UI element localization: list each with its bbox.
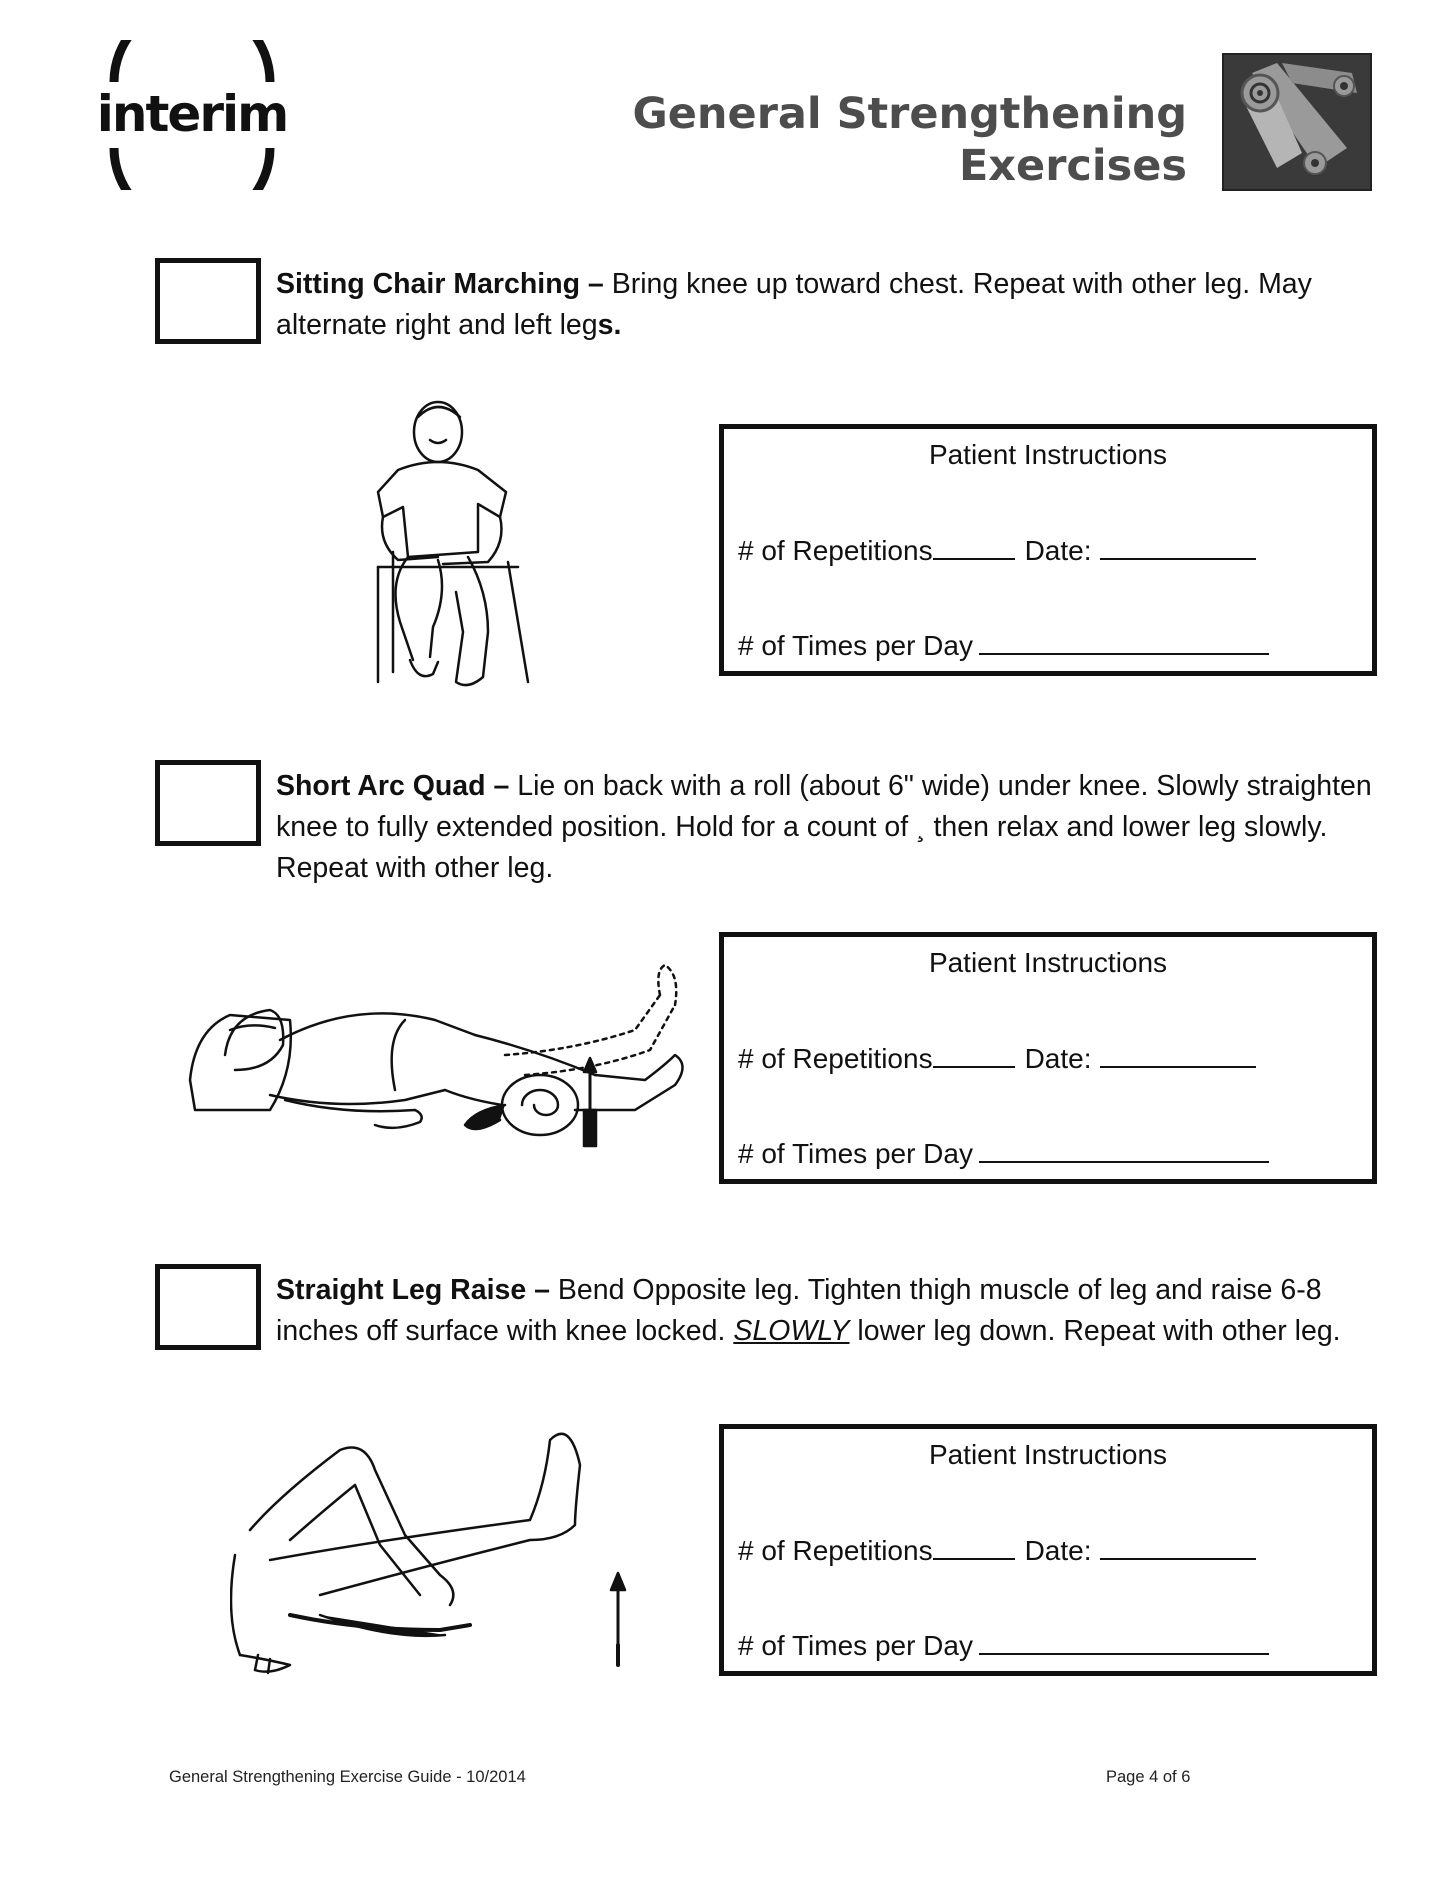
times-per-day-row [738,629,1269,662]
exercise-1-checkbox[interactable] [155,258,261,344]
instructions-header: Patient Instructions [928,439,1168,470]
footer-page-number: Page 4 of 6 [1106,1768,1191,1786]
exercise-1-text: Bring knee up toward chest. Repeat with other leg. May alternate right and left leg [276,268,1312,341]
date-label: Date: [1024,535,1092,566]
times-per-day-label: # of Times per Day [738,1630,973,1661]
logo-text: interim [96,85,288,143]
page-title [632,88,1187,192]
repetitions-label: # of Repetitions [738,535,933,566]
exercise-1-description [276,264,1376,346]
times-per-day-field[interactable] [979,629,1269,655]
date-field[interactable] [1100,534,1256,560]
exercise-2-description [276,766,1376,889]
exercise-3-text: Bend Opposite leg. Tighten thigh muscle of leg and raise 6-8 inches off surface with knee locked. [276,1274,1322,1347]
exercise-1-text-end: s. [597,309,622,341]
repetitions-row [738,1534,1256,1567]
exercise-3-checkbox[interactable] [155,1264,261,1350]
date-field[interactable] [1100,1534,1256,1560]
footer-guide-title: General Strengthening Exercise Guide - 10/2014 [169,1768,526,1786]
instructions-header: Patient Instructions [928,947,1168,978]
exercise-3-instructions-box [719,1424,1377,1676]
seated-marching-illustration [338,392,558,692]
exercise-2-instructions-box [719,932,1377,1184]
title-line-1: General Strengthening [632,89,1187,139]
times-per-day-row [738,1629,1269,1662]
exercise-2-checkbox[interactable] [155,760,261,846]
repetitions-field[interactable] [933,534,1015,560]
times-per-day-row [738,1137,1269,1170]
repetitions-label: # of Repetitions [738,1535,933,1566]
instructions-header: Patient Instructions [928,1439,1168,1470]
times-per-day-field[interactable] [979,1137,1269,1163]
short-arc-quad-illustration [175,960,710,1150]
date-field[interactable] [1100,1042,1256,1068]
straight-leg-raise-illustration [230,1425,660,1680]
title-line-2: Exercises [958,141,1187,191]
exercise-3-name: Straight Leg Raise – [276,1274,550,1306]
interim-logo [92,40,292,190]
repetitions-label: # of Repetitions [738,1043,933,1074]
exercise-1-instructions-box [719,424,1377,676]
exercise-2-name: Short Arc Quad – [276,770,510,802]
times-per-day-field[interactable] [979,1629,1269,1655]
times-per-day-label: # of Times per Day [738,1138,973,1169]
repetitions-field[interactable] [933,1042,1015,1068]
exercise-3-description [276,1270,1376,1352]
exercise-1-name: Sitting Chair Marching – [276,268,604,300]
date-label: Date: [1024,1043,1092,1074]
repetitions-field[interactable] [933,1534,1015,1560]
times-per-day-label: # of Times per Day [738,630,973,661]
date-label: Date: [1024,1535,1092,1566]
repetitions-row [738,534,1256,567]
exercise-2-text: Lie on back with a roll (about 6" wide) under knee. Slowly straighten knee to fully extended position. Hold for a count of ¸ then relax and lower leg slowly. Repeat with other leg. [276,770,1372,884]
repetitions-row [738,1042,1256,1075]
exercise-3-emphasis: SLOWLY [733,1315,850,1347]
exercise-3-text-end: lower leg down. Repeat with other leg. [849,1315,1341,1347]
gear-belt-icon [1222,53,1372,191]
